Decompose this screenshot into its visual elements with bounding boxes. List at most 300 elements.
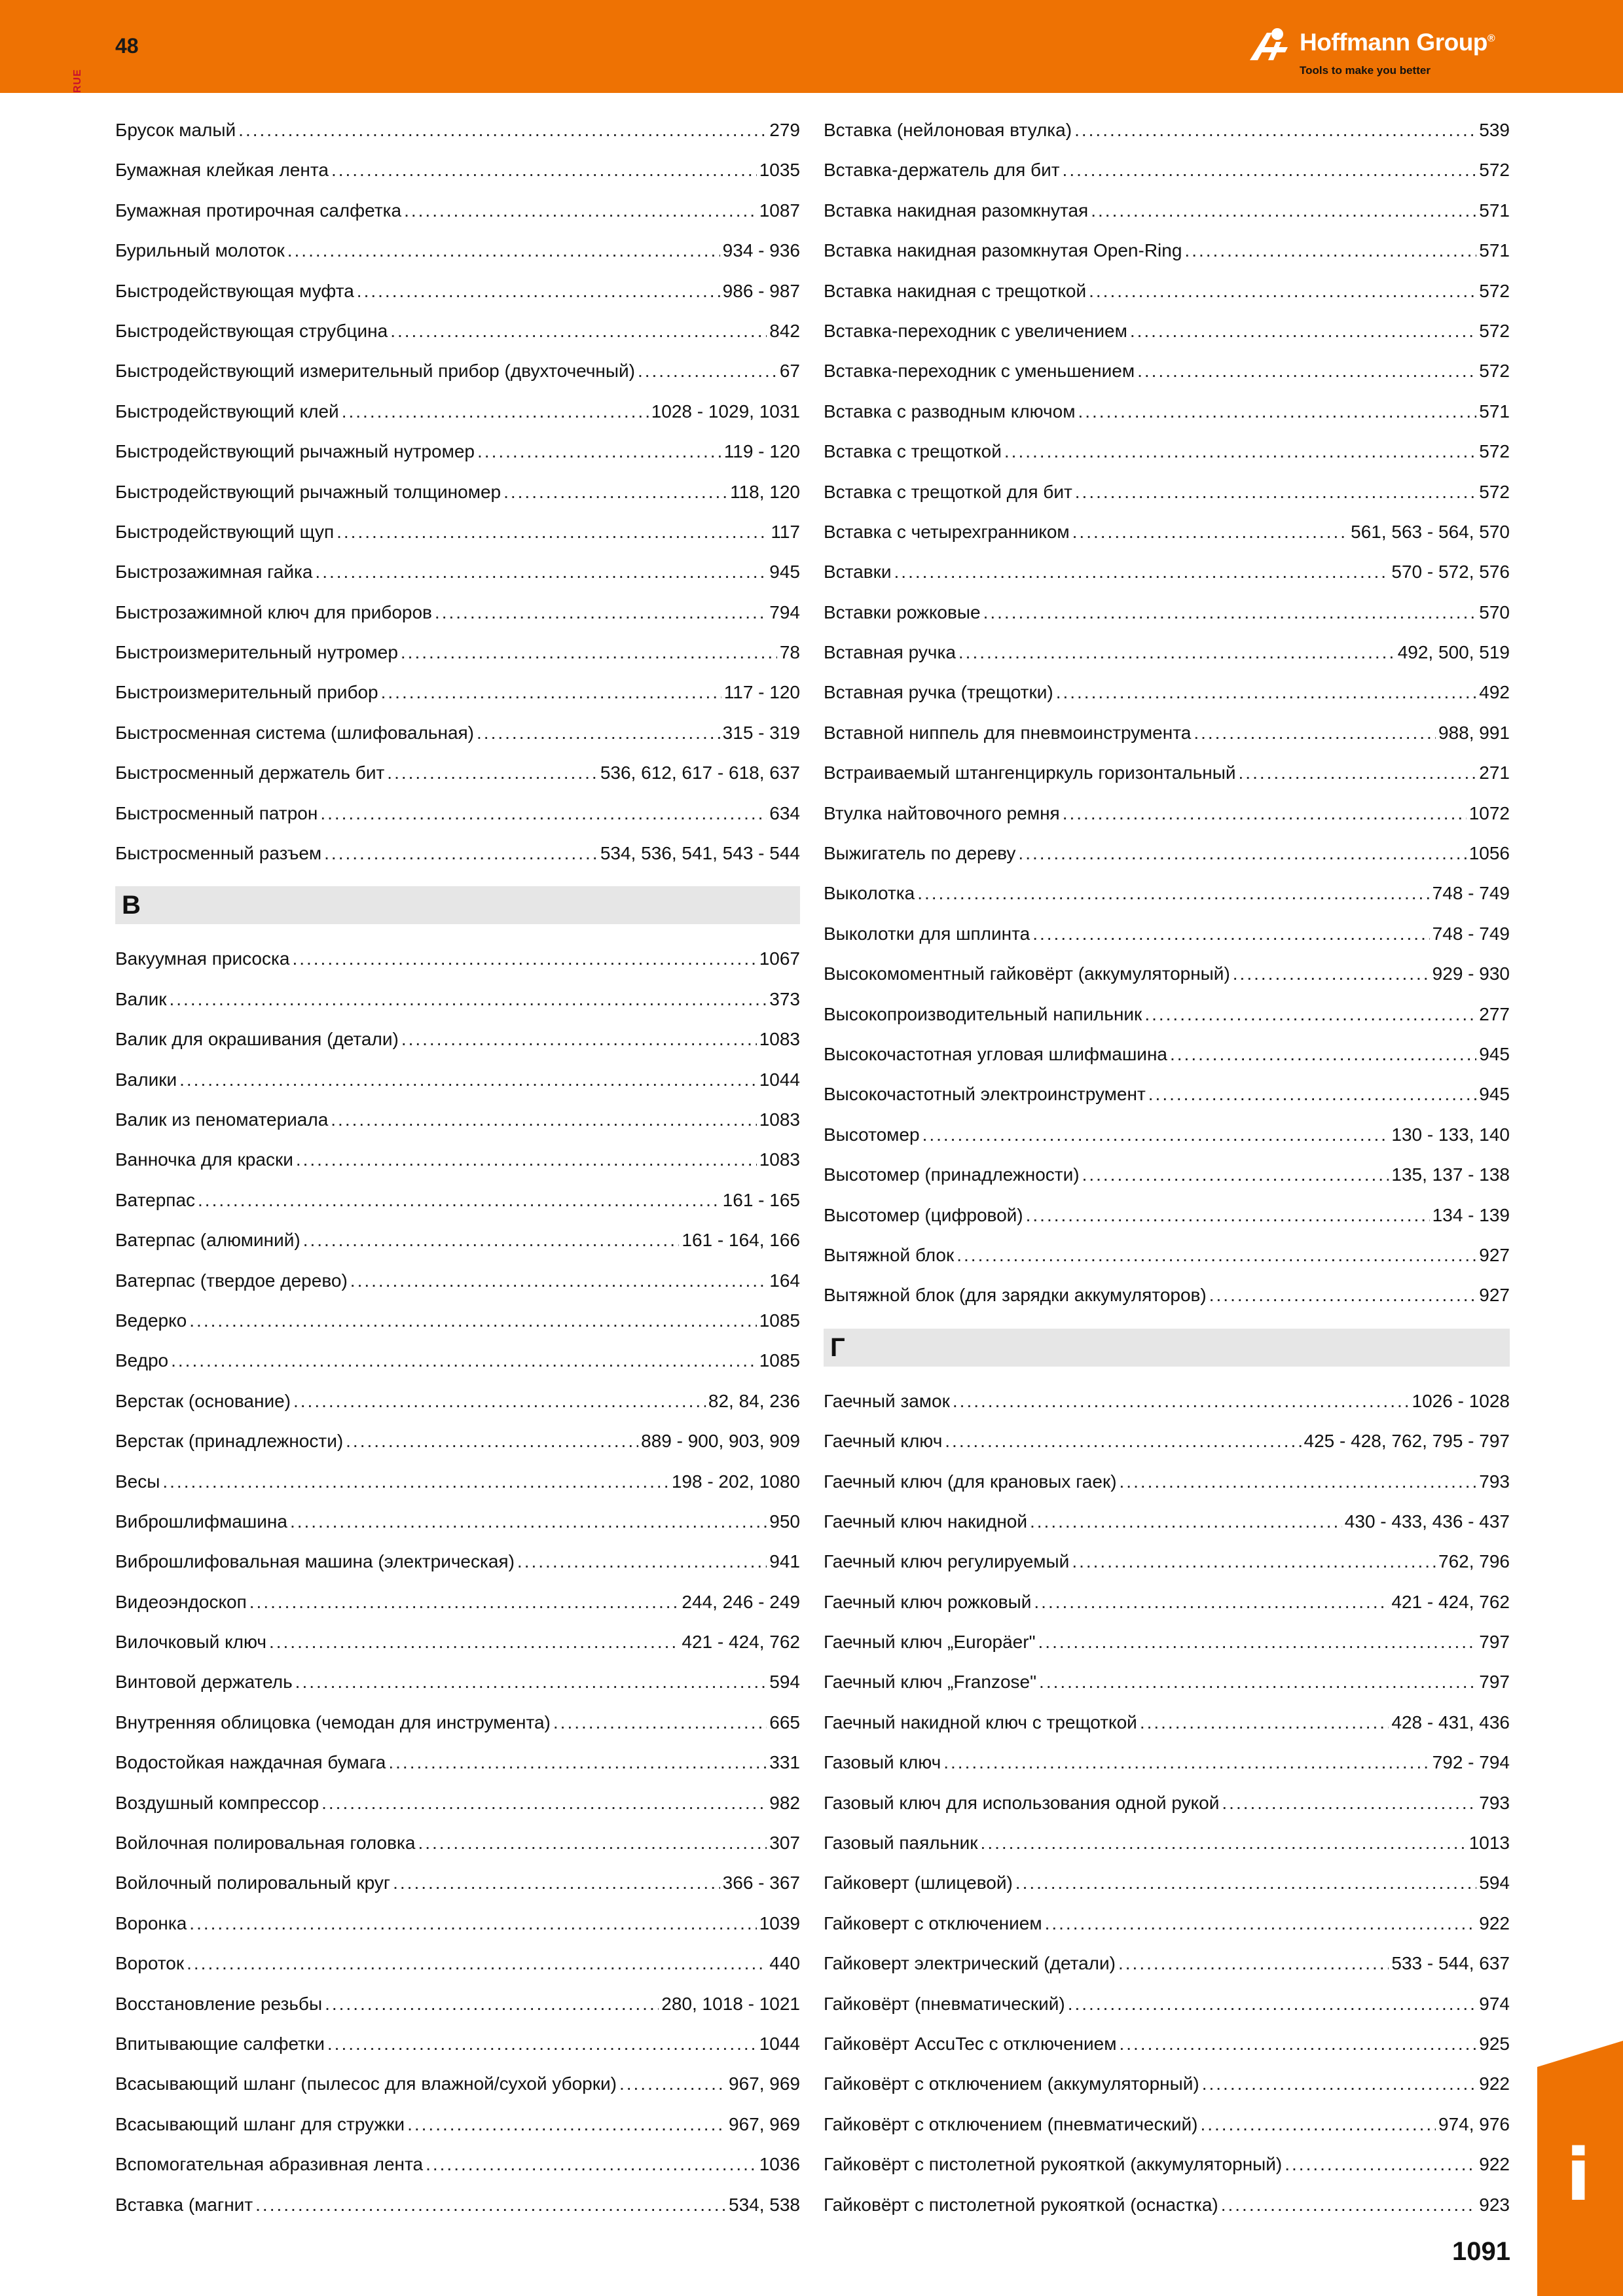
index-pages: 974, 976 <box>1438 2113 1510 2134</box>
index-entry <box>824 1115 1510 1155</box>
index-term: Высотомер (принадлежности) <box>824 1164 1080 1185</box>
index-entry <box>824 1903 1510 1943</box>
dot-leader <box>238 110 767 150</box>
index-pages: 118, 120 <box>730 481 800 502</box>
dot-leader <box>321 1783 767 1823</box>
index-pages: 130 - 133, 140 <box>1391 1124 1510 1145</box>
index-term: Валик из пеноматериала <box>115 1109 329 1130</box>
index-entry <box>115 150 800 190</box>
index-term: Быстросменный держатель бит <box>115 762 385 783</box>
index-pages: 117 <box>771 521 800 542</box>
index-pages: 665 <box>769 1712 800 1732</box>
index-term: Вакуумная присоска <box>115 948 290 969</box>
dot-leader <box>381 672 721 712</box>
dot-leader <box>477 713 720 753</box>
dot-leader <box>426 2144 757 2184</box>
index-pages: 117 - 120 <box>723 682 800 703</box>
index-pages: 67 <box>779 361 800 382</box>
index-entry <box>115 1300 800 1340</box>
dot-leader <box>922 1115 1389 1155</box>
index-pages: 842 <box>769 320 800 341</box>
dot-leader <box>171 1340 757 1380</box>
index-term: Гаечный ключ <box>824 1431 943 1452</box>
index-term: Высокочастотная угловая шлифмашина <box>824 1043 1167 1064</box>
index-pages: 950 <box>769 1511 800 1532</box>
dot-leader <box>198 1180 720 1220</box>
index-term: Быстросменный патрон <box>115 802 318 823</box>
dot-leader <box>953 1381 1410 1421</box>
index-entry <box>115 1100 800 1139</box>
dot-leader <box>1120 1462 1477 1501</box>
index-entry <box>824 2024 1510 2064</box>
index-entry <box>115 1139 800 1179</box>
index-pages: 331 <box>769 1752 800 1773</box>
index-entry <box>824 1275 1510 1315</box>
index-term: Гайковёрт AccuTec с отключением <box>824 2033 1117 2054</box>
dot-leader <box>917 873 1429 913</box>
dot-leader <box>1091 190 1476 230</box>
index-entry <box>824 271 1510 311</box>
index-entry <box>824 1381 1510 1421</box>
index-pages: 945 <box>769 562 800 583</box>
dot-leader <box>350 1261 767 1300</box>
index-entry <box>824 1501 1510 1541</box>
dot-leader <box>342 391 649 431</box>
index-entry <box>115 1180 800 1220</box>
index-entry <box>824 150 1510 190</box>
dot-leader <box>945 1421 1301 1461</box>
index-entry <box>824 753 1510 793</box>
index-term: Вставка-держатель для бит <box>824 160 1060 181</box>
index-entry <box>115 472 800 512</box>
index-term: Гаечный ключ рожковый <box>824 1591 1032 1612</box>
index-pages: 134 - 139 <box>1432 1204 1510 1225</box>
index-pages: 373 <box>769 988 800 1009</box>
index-pages: 534, 536, 541, 543 - 544 <box>600 843 800 864</box>
index-entry <box>115 1662 800 1702</box>
dot-leader <box>477 431 721 471</box>
index-pages: 594 <box>1479 1873 1510 1893</box>
index-entry <box>115 1903 800 1943</box>
index-pages: 1083 <box>759 1029 800 1050</box>
index-term: Быстросменная система (шлифовальная) <box>115 722 475 743</box>
dot-leader <box>393 1863 720 1903</box>
index-pages: 927 <box>1479 1244 1510 1265</box>
dot-leader <box>401 632 777 672</box>
index-term: Гаечный ключ „Europäer" <box>824 1632 1036 1653</box>
index-pages: 421 - 424, 762 <box>682 1632 800 1653</box>
index-entry <box>115 1702 800 1742</box>
index-term: Верстак (принадлежности) <box>115 1431 344 1452</box>
index-pages: 572 <box>1479 361 1510 382</box>
index-term: Высотомер <box>824 1124 920 1145</box>
index-term: Виброшлифовальная машина (электрическая) <box>115 1551 515 1572</box>
dot-leader <box>1032 914 1429 954</box>
index-term: Вставки рожковые <box>824 601 981 622</box>
index-entry <box>824 1783 1510 1823</box>
index-pages: 1087 <box>759 200 800 221</box>
dot-leader <box>337 512 768 552</box>
index-entry <box>115 1340 800 1380</box>
index-pages: 1036 <box>759 2154 800 2175</box>
index-entry <box>824 391 1510 431</box>
section-letter-g: Г <box>824 1329 1510 1367</box>
index-pages: 366 - 367 <box>722 1873 800 1893</box>
index-term: Газовый ключ <box>824 1752 941 1773</box>
index-entry <box>115 2064 800 2104</box>
index-entry <box>115 1863 800 1903</box>
index-pages: 440 <box>769 1953 800 1974</box>
index-entry <box>115 2144 800 2184</box>
dot-leader <box>1222 1783 1476 1823</box>
index-pages: 1026 - 1028 <box>1412 1390 1510 1411</box>
index-entry <box>115 1501 800 1541</box>
index-pages: 164 <box>769 1270 800 1291</box>
index-term: Вставка с трещоткой <box>824 441 1002 462</box>
index-term: Быстрозажимной ключ для приборов <box>115 601 432 622</box>
index-pages: 198 - 202, 1080 <box>671 1471 800 1492</box>
index-entry <box>824 793 1510 833</box>
index-term: Гайковёрт (пневматический) <box>824 1993 1065 2014</box>
index-term: Впитывающие салфетки <box>115 2033 325 2054</box>
index-pages: 492, 500, 519 <box>1397 642 1510 663</box>
index-term: Виброшлифмашина <box>115 1511 287 1532</box>
index-pages: 572 <box>1479 280 1510 301</box>
index-pages: 986 - 987 <box>722 280 800 301</box>
index-term: Весы <box>115 1471 160 1492</box>
index-list-b <box>115 110 800 873</box>
dot-leader <box>1233 954 1430 994</box>
index-term: Гаечный накидной ключ с трещоткой <box>824 1712 1137 1732</box>
index-term: Быстродействующий измерительный прибор (двухточечный) <box>115 361 635 382</box>
dot-leader <box>1072 1541 1436 1581</box>
dot-leader <box>315 552 767 592</box>
index-entry <box>824 914 1510 954</box>
index-entry <box>115 1381 800 1421</box>
index-entry <box>115 1742 800 1782</box>
index-entry <box>824 110 1510 150</box>
index-entry <box>824 713 1510 753</box>
dot-leader <box>1075 472 1477 512</box>
index-term: Ватерпас <box>115 1189 196 1210</box>
index-pages: 925 <box>1479 2033 1510 2054</box>
index-entry <box>115 793 800 833</box>
dot-leader <box>1015 1863 1476 1903</box>
dot-leader <box>290 1501 767 1541</box>
index-term: Ведро <box>115 1350 169 1371</box>
index-pages: 492 <box>1479 682 1510 703</box>
index-term: Гайковерт с отключением <box>824 1912 1042 1933</box>
index-pages: 793 <box>1479 1471 1510 1492</box>
index-entry <box>824 1702 1510 1742</box>
index-entry <box>115 753 800 793</box>
index-pages: 1028 - 1029, 1031 <box>651 401 800 422</box>
index-term: Быстрозажимная гайка <box>115 562 313 583</box>
index-entry <box>115 1220 800 1260</box>
index-term: Гаечный ключ регулируемый <box>824 1551 1070 1572</box>
dot-leader <box>619 2064 726 2104</box>
dot-leader <box>162 1462 668 1501</box>
index-term: Внутренняя облицовка (чемодан для инструмента) <box>115 1712 551 1732</box>
index-entry <box>115 2104 800 2144</box>
index-term: Вытяжной блок <box>824 1244 955 1265</box>
index-term: Брусок малый <box>115 120 236 140</box>
index-entry <box>115 512 800 552</box>
index-entry <box>115 2024 800 2064</box>
index-entry <box>824 472 1510 512</box>
index-pages: 889 - 900, 903, 909 <box>641 1431 800 1452</box>
index-pages: 161 - 165 <box>722 1189 800 1210</box>
index-term: Выколотки для шплинта <box>824 923 1030 944</box>
brand-name: Hoffmann Group® <box>1300 29 1495 56</box>
index-pages: 1085 <box>759 1350 800 1371</box>
index-term: Гайковёрт с пистолетной рукояткой (аккумуляторный) <box>824 2154 1283 2175</box>
index-term: Гайковерт электрический (детали) <box>824 1953 1116 1974</box>
index-term: Высокопроизводительный напильник <box>824 1003 1142 1024</box>
index-term: Встраиваемый штангенциркуль горизонтальный <box>824 762 1236 783</box>
index-pages: 988, 991 <box>1438 722 1510 743</box>
index-term: Вставка накидная разомкнутая <box>824 200 1089 221</box>
index-entry <box>824 672 1510 712</box>
index-pages: 945 <box>1479 1043 1510 1064</box>
index-entry <box>115 190 800 230</box>
index-pages: 315 - 319 <box>722 722 800 743</box>
index-term: Гаечный замок <box>824 1390 950 1411</box>
dot-leader <box>179 1060 757 1100</box>
index-entry <box>824 190 1510 230</box>
index-entry <box>115 1943 800 1983</box>
index-term: Верстак (основание) <box>115 1390 291 1411</box>
dot-leader <box>293 1381 706 1421</box>
index-list-g <box>824 1381 1510 2225</box>
index-pages: 1056 <box>1468 843 1510 864</box>
index-pages: 78 <box>779 642 800 663</box>
dot-leader <box>1137 351 1476 391</box>
index-term: Втулка найтовочного ремня <box>824 802 1060 823</box>
index-pages: 534, 538 <box>729 2194 800 2215</box>
index-entry <box>824 1943 1510 1983</box>
index-term: Выколотка <box>824 883 915 904</box>
index-term: Бурильный молоток <box>115 240 285 261</box>
dot-leader <box>1018 833 1466 873</box>
index-pages: 797 <box>1479 1672 1510 1693</box>
index-entry <box>115 1019 800 1059</box>
index-pages: 748 - 749 <box>1432 923 1510 944</box>
index-term: Вставка (магнит <box>115 2194 253 2215</box>
index-list-v-cont <box>824 110 1510 1316</box>
index-pages: 974 <box>1479 1993 1510 2014</box>
index-pages: 941 <box>769 1551 800 1572</box>
dot-leader <box>401 1019 757 1059</box>
index-entry <box>115 311 800 351</box>
index-pages: 945 <box>1479 1084 1510 1105</box>
index-entry <box>115 632 800 672</box>
index-term: Валик <box>115 988 167 1009</box>
index-pages: 307 <box>769 1833 800 1854</box>
index-pages: 1044 <box>759 1069 800 1090</box>
dot-leader <box>346 1421 638 1461</box>
index-term: Вспомогательная абразивная лента <box>115 2154 424 2175</box>
index-entry <box>824 1034 1510 1074</box>
index-pages: 1067 <box>759 948 800 969</box>
index-pages: 572 <box>1479 481 1510 502</box>
index-pages: 82, 84, 236 <box>708 1390 800 1411</box>
index-pages: 571 <box>1479 200 1510 221</box>
index-pages: 1085 <box>759 1310 800 1331</box>
index-column-right <box>824 110 1510 2225</box>
index-pages: 1039 <box>759 1912 800 1933</box>
index-entry <box>824 1582 1510 1622</box>
index-entry <box>115 1421 800 1461</box>
index-entry <box>824 512 1510 552</box>
dot-leader <box>1082 1155 1389 1194</box>
dot-leader <box>1118 1943 1389 1983</box>
dot-leader <box>1200 2104 1436 2144</box>
dot-leader <box>327 2024 757 2064</box>
index-pages: 594 <box>769 1672 800 1693</box>
index-pages: 561, 563 - 564, 570 <box>1351 521 1510 542</box>
index-term: Вилочковый ключ <box>115 1632 266 1653</box>
index-term: Вставки <box>824 562 892 583</box>
index-term: Вороток <box>115 1953 185 1974</box>
index-term: Вставка с трещоткой для бит <box>824 481 1072 502</box>
dot-leader <box>357 271 720 311</box>
index-entry <box>115 1060 800 1100</box>
index-pages: 1083 <box>759 1149 800 1170</box>
dot-leader <box>331 1100 756 1139</box>
dot-leader <box>1144 994 1476 1034</box>
dot-leader <box>331 150 757 190</box>
index-entry <box>824 1622 1510 1662</box>
index-term: Гайковерт (шлицевой) <box>824 1873 1013 1893</box>
index-entry <box>115 1622 800 1662</box>
index-term: Вставка с четырехгранником <box>824 521 1070 542</box>
index-entry <box>824 833 1510 873</box>
index-pages: 571 <box>1479 401 1510 422</box>
index-term: Быстродействующий клей <box>115 401 339 422</box>
index-pages: 762, 796 <box>1438 1551 1510 1572</box>
index-entry <box>824 1984 1510 2024</box>
index-entry <box>115 1783 800 1823</box>
index-entry <box>115 552 800 592</box>
dot-leader <box>295 1662 767 1702</box>
dot-leader <box>1030 1501 1342 1541</box>
index-pages: 119 - 120 <box>723 441 800 462</box>
index-pages: 792 - 794 <box>1432 1752 1510 1773</box>
index-pages: 271 <box>1479 762 1510 783</box>
dot-leader <box>1130 311 1476 351</box>
dot-leader <box>296 1139 757 1179</box>
index-pages: 922 <box>1479 2154 1510 2175</box>
dot-leader <box>1209 1275 1477 1315</box>
index-term: Быстродействующий щуп <box>115 521 335 542</box>
language-code: RUE <box>72 69 83 93</box>
dot-leader <box>1184 230 1476 270</box>
index-term: Быстроизмерительный прибор <box>115 682 378 703</box>
index-term: Водостойкая наждачная бумага <box>115 1752 386 1773</box>
index-term: Воздушный компрессор <box>115 1792 319 1813</box>
index-entry <box>115 1462 800 1501</box>
dot-leader <box>1026 1195 1430 1235</box>
index-entry <box>824 2185 1510 2225</box>
index-term: Быстродействующий рычажный толщиномер <box>115 481 501 502</box>
index-pages: 428 - 431, 436 <box>1391 1712 1510 1732</box>
dot-leader <box>503 472 727 512</box>
index-entry <box>824 1662 1510 1702</box>
index-pages: 135, 137 - 138 <box>1391 1164 1510 1185</box>
dot-leader <box>1194 713 1436 753</box>
index-entry <box>115 979 800 1019</box>
dot-leader <box>1056 672 1477 712</box>
index-term: Ватерпас (алюминий) <box>115 1230 301 1251</box>
index-term: Гайковёрт с пистолетной рукояткой (оснастка) <box>824 2194 1218 2215</box>
index-entry <box>824 311 1510 351</box>
index-entry <box>824 994 1510 1034</box>
dot-leader <box>517 1541 767 1581</box>
index-term: Валики <box>115 1069 177 1090</box>
index-entry <box>824 873 1510 913</box>
index-term: Всасывающий шланг (пылесос для влажной/сухой уборки) <box>115 2073 617 2094</box>
dot-leader <box>303 1220 680 1260</box>
index-pages: 536, 612, 617 - 618, 637 <box>600 762 800 783</box>
dot-leader <box>1038 1622 1477 1662</box>
index-pages: 1013 <box>1468 1833 1510 1854</box>
dot-leader <box>1089 271 1476 311</box>
index-entry <box>824 954 1510 994</box>
dot-leader <box>983 592 1477 632</box>
page-number-top: 48 <box>115 34 139 58</box>
index-pages: 570 <box>1479 601 1510 622</box>
dot-leader <box>1072 512 1348 552</box>
index-pages: 572 <box>1479 320 1510 341</box>
index-pages: 279 <box>769 120 800 140</box>
index-term: Быстродействующая струбцина <box>115 320 388 341</box>
dot-leader <box>255 2185 726 2225</box>
index-term: Газовый ключ для использования одной рукой <box>824 1792 1220 1813</box>
dot-leader <box>388 1742 767 1782</box>
index-term: Быстродействующий рычажный нутромер <box>115 441 475 462</box>
index-entry <box>115 351 800 391</box>
dot-leader <box>1202 2064 1477 2104</box>
dot-leader <box>1004 431 1476 471</box>
index-pages: 982 <box>769 1792 800 1813</box>
dot-leader <box>943 1742 1429 1782</box>
dot-leader <box>292 939 756 978</box>
dot-leader <box>325 1984 659 2024</box>
dot-leader <box>1119 2024 1476 2064</box>
brand-tagline: Tools to make you better <box>1300 64 1431 77</box>
index-pages: 794 <box>769 601 800 622</box>
index-pages: 748 - 749 <box>1432 883 1510 904</box>
dot-leader <box>958 632 1395 672</box>
index-entry <box>115 1823 800 1863</box>
dot-leader <box>981 1823 1467 1863</box>
brand-logo <box>1247 25 1509 77</box>
index-pages: 967, 969 <box>729 2113 800 2134</box>
dot-leader <box>1239 753 1477 793</box>
index-entry <box>115 230 800 270</box>
index-entry <box>824 2064 1510 2104</box>
index-pages: 1044 <box>759 2033 800 2054</box>
index-pages: 1083 <box>759 1109 800 1130</box>
index-term: Вставка (нейлоновая втулка) <box>824 120 1072 140</box>
index-pages: 277 <box>1479 1003 1510 1024</box>
index-term: Вставной ниппель для пневмоинструмента <box>824 722 1192 743</box>
index-term: Видеоэндоскоп <box>115 1591 247 1612</box>
index-term: Высотомер (цифровой) <box>824 1204 1023 1225</box>
index-pages: 967, 969 <box>729 2073 800 2094</box>
index-term: Гайковёрт с отключением (аккумуляторный) <box>824 2073 1199 2094</box>
